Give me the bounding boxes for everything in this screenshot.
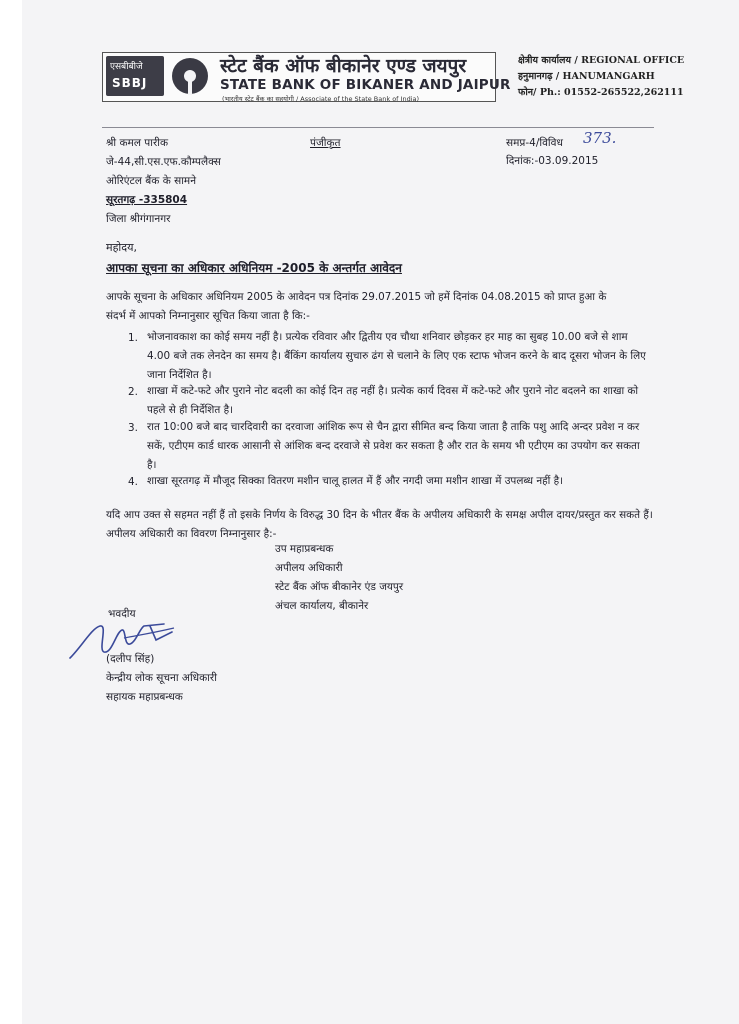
point-line: भोजनावकाश का कोई समय नहीं है। प्रत्येक रविवार और द्वितीय एव चौथा शनिवार छोड़कर हर माह का सुबह 10.00 बजे से शाम [147,331,628,343]
regional-office: क्षेत्रीय कार्यालय / REGIONAL OFFICE [518,55,685,66]
valediction: भवदीय [108,608,136,620]
signatory-designation: केन्द्रीय लोक सूचना अधिकारी [106,672,217,684]
point-line: 4.00 बजे तक लेनदेन का समय है। बैंकिंग कार्यालय सुचारु ढंग से चलाने के लिए एक स्टाफ भोजन करने के बाद दूसरा भोजन के लिए [147,350,646,362]
registered-label: पंजीकृत [310,137,341,149]
point-number: 2. [128,386,138,398]
point-line: है। [147,459,157,471]
point-line: रात 10:00 बजे बाद चारदिवारी का दरवाजा आंशिक रूप से चैन द्वारा सीमित बन्द किया जाता है ताकि पशु आदि अन्दर प्रवेश न कर [147,421,640,433]
sbbj-logo [106,56,164,96]
appeal-line: अपीलय अधिकारी का विवरण निम्नानुसार है:- [106,528,277,540]
point-number: 3. [128,422,138,434]
authority-line: स्टेट बैंक ऑफ बीकानेर एंड जयपुर [275,581,404,593]
associate-line: (भारतीय स्टेट बैंक का सहयोगी / Associate of the State Bank of India) [222,95,420,103]
point-line: शाखा में कटे-फटे और पुराने नोट बदली का कोई दिन तह नहीं है। प्रत्येक कार्य दिवस में कटे-फटे और पुराने नोट बदलने का शाखा को [147,385,639,397]
reference-number-handwritten: 373. [583,129,617,147]
addressee-line: ओरिएंटल बैंक के सामने [106,175,197,187]
addressee-district: जिला श्रीगंगानगर [106,213,171,225]
bank-name-hindi: स्टेट बैंक ऑफ बीकानेर एण्ड जयपुर [220,55,467,77]
point-number: 4. [128,476,138,488]
signatory-designation: सहायक महाप्रबन्धक [106,691,183,703]
logo-hindi-text: एसबीबीजे [110,62,143,72]
signatory-name: (दलीप सिंह) [106,653,155,665]
reference-label: समप्र-4/विविध [506,137,563,149]
addressee-line: श्री कमल पारीक [106,137,169,149]
office-phone: फोन/ Ph.: 01552-265522,262111 [518,87,684,98]
header-rule [102,127,654,128]
authority-line: अपीलय अधिकारी [275,562,343,574]
point-line: शाखा सूरतगढ़ में मौजूद सिक्का वितरण मशीन चालू हालत में हैं और नगदी जमा मशीन शाखा में उपलब्ध नहीं है। [147,475,564,487]
subject-line: आपका सूचना का अधिकार अधिनियम -2005 के अन्तर्गत आवेदन [106,261,402,275]
letter-date: दिनांक:-03.09.2015 [506,155,599,167]
addressee-line: जे-44,सी.एस.एफ.कौम्पलैक्स [106,156,221,168]
scan-margin [0,0,22,1024]
point-line: पहले से ही निर्देशित है। [147,404,234,416]
point-line: जाना निर्देशित है। [147,369,212,381]
point-line: सकें, एटीएम कार्ड धारक आसानी से आंशिक बन्द दरवाजे से प्रवेश कर सकता है और रात के समय भी एटीएम का उपयोग कर सकता [147,440,640,452]
authority-line: उप महाप्रबन्धक [275,543,334,555]
salutation: महोदय, [106,241,137,254]
office-city: हनुमानगढ़ / HANUMANGARH [518,71,655,82]
appeal-line: यदि आप उक्त से सहमत नहीं हैं तो इसके निर्णय के विरुद्ध 30 दिन के भीतर बैंक के अपीलय अधिकारी के समक्ष अपील दायर/प्रस्तुत कर सकते हैं। [106,509,653,521]
point-number: 1. [128,332,138,344]
bank-emblem-icon [170,56,210,96]
authority-line: अंचल कार्यालय, बीकानेर [275,600,369,612]
intro-line: आपके सूचना के अधिकार अधिनियम 2005 के आवेदन पत्र दिनांक 29.07.2015 जो हमें दिनांक 04.08.2015 को प्राप्त हुआ के [106,291,607,303]
bank-name-english: STATE BANK OF BIKANER AND JAIPUR [220,77,511,93]
logo-english-text: SBBJ [112,76,148,90]
addressee-pincode: सूरतगढ़ -335804 [106,194,188,206]
intro-line: संदर्भ में आपको निम्नानुसार सूचित किया जाता है कि:- [106,310,310,322]
